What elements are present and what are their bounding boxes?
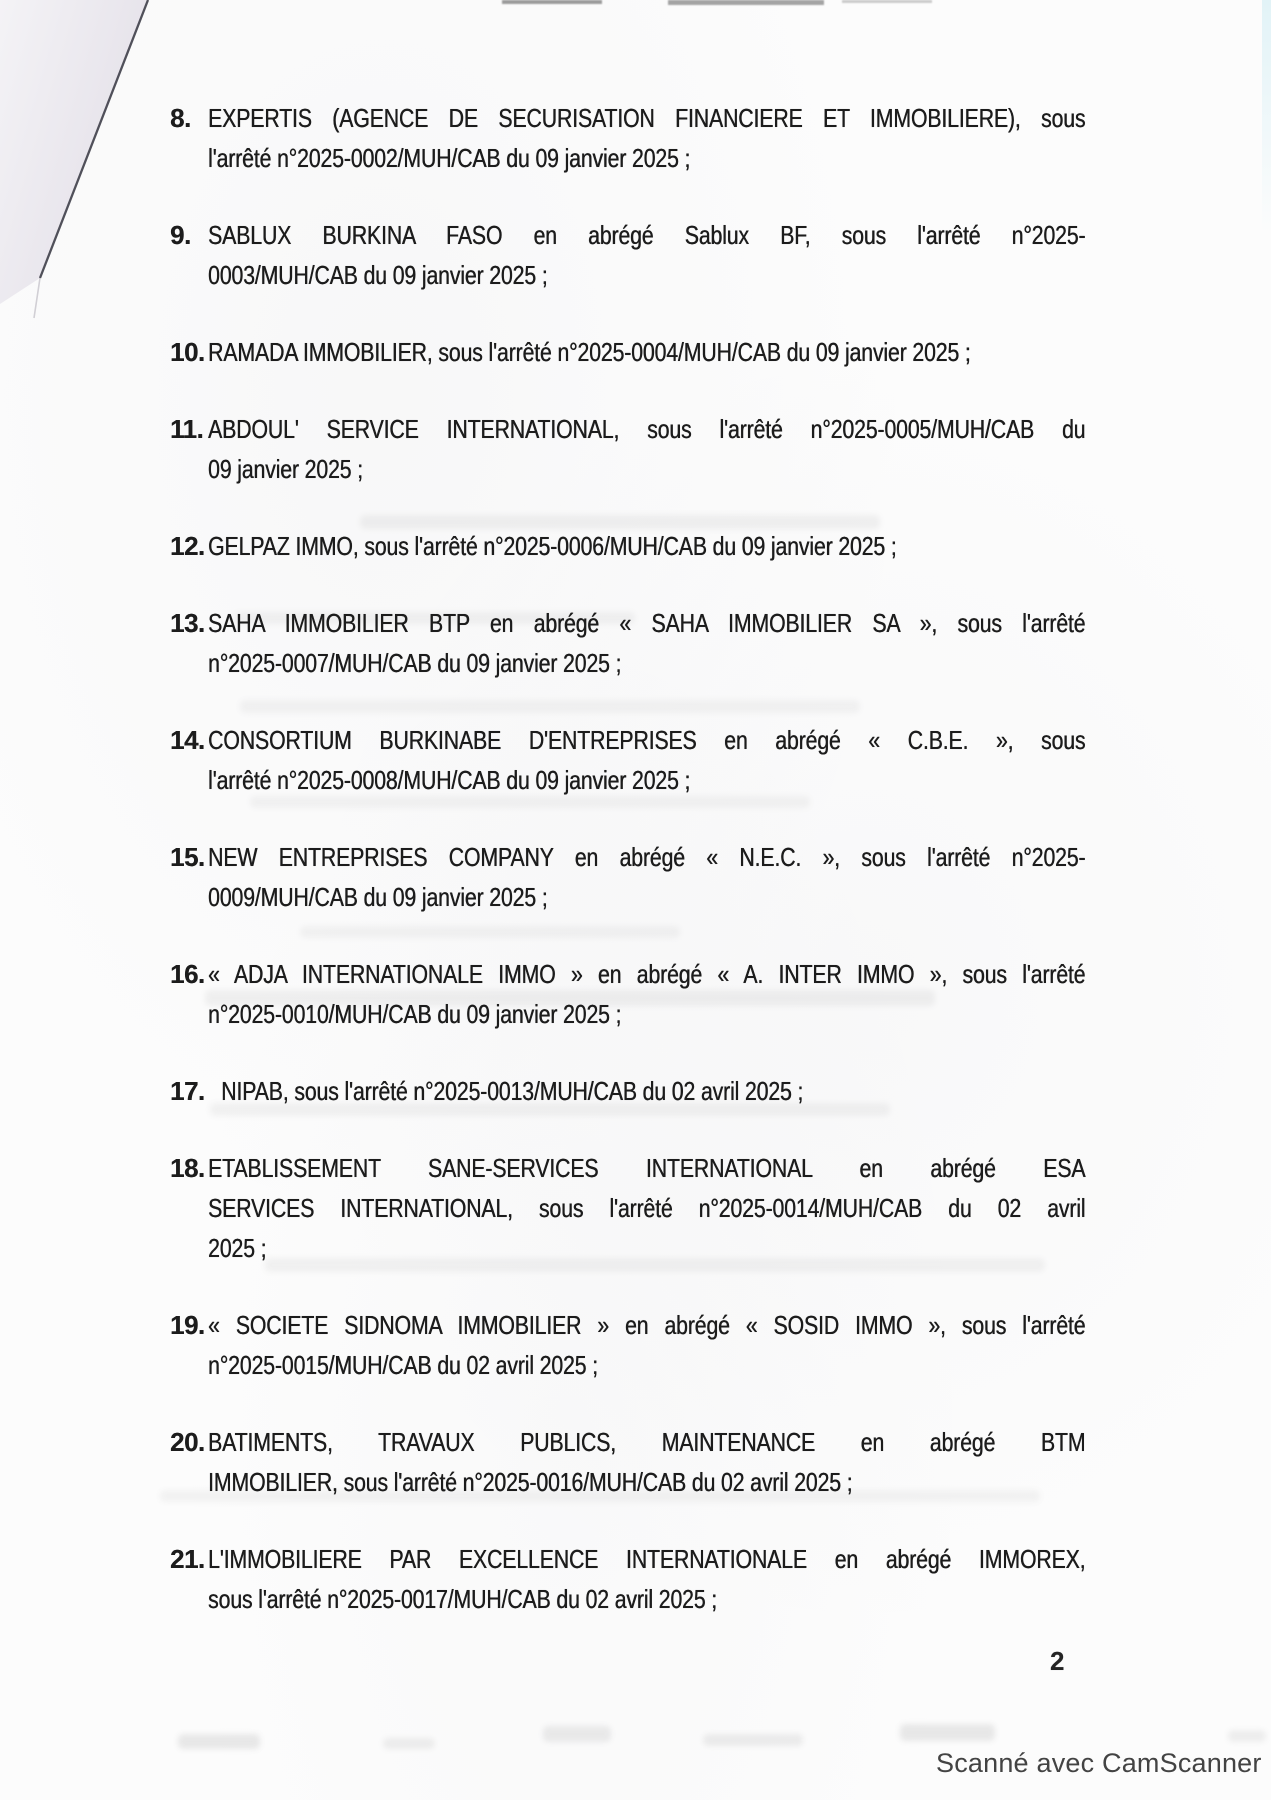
- list-item: [170, 837, 1085, 917]
- list-item-number: 8.: [170, 103, 191, 133]
- list-item-line: « ADJA INTERNATIONALE IMMO » en abrégé « A. INTER IMMO », sous l'arrêté: [208, 959, 1086, 989]
- list-item-line: ABDOUL' SERVICE INTERNATIONAL, sous l'arrêté n°2025-0005/MUH/CAB du: [208, 414, 1086, 444]
- scan-artifact: [178, 1734, 260, 1749]
- list-item-line: ETABLISSEMENT SANE-SERVICES INTERNATIONAL en abrégé ESA: [208, 1153, 1086, 1183]
- scan-artifact: [1228, 1730, 1266, 1742]
- list-item-number: 20.: [170, 1427, 205, 1457]
- scan-artifact: [668, 0, 824, 5]
- list-item-line: n°2025-0010/MUH/CAB du 09 janvier 2025 ;: [208, 999, 622, 1029]
- list-item: [170, 1148, 1085, 1268]
- list-item-line: 0009/MUH/CAB du 09 janvier 2025 ;: [208, 882, 548, 912]
- list-item-number: 19.: [170, 1310, 205, 1340]
- list-item-line: IMMOBILIER, sous l'arrêté n°2025-0016/MUH/CAB du 02 avril 2025 ;: [208, 1467, 853, 1497]
- list-item-number: 18.: [170, 1153, 205, 1183]
- list-item-line: n°2025-0015/MUH/CAB du 02 avril 2025 ;: [208, 1350, 598, 1380]
- list-item: [170, 954, 1085, 1034]
- page-corner-fold: [0, 0, 170, 330]
- list-item-line: l'arrêté n°2025-0008/MUH/CAB du 09 janvier 2025 ;: [208, 765, 691, 795]
- list-item-line: 2025 ;: [208, 1233, 267, 1263]
- list-item-line: 0003/MUH/CAB du 09 janvier 2025 ;: [208, 260, 548, 290]
- list-item-number: 15.: [170, 842, 205, 872]
- scan-artifact: [1262, 0, 1271, 235]
- scanner-credit: Scanné avec CamScanner: [936, 1748, 1262, 1778]
- list-item-line: GELPAZ IMMO, sous l'arrêté n°2025-0006/MUH/CAB du 09 janvier 2025 ;: [208, 531, 897, 561]
- list-item: [170, 1422, 1085, 1502]
- list-item: [170, 98, 1085, 178]
- list-item-number: 17.: [170, 1076, 205, 1106]
- list-item-line: n°2025-0007/MUH/CAB du 09 janvier 2025 ;: [208, 648, 622, 678]
- list-item-line: 09 janvier 2025 ;: [208, 454, 363, 484]
- list-item-number: 14.: [170, 725, 205, 755]
- list-item: [170, 1071, 1085, 1111]
- list-item-number: 21.: [170, 1544, 205, 1574]
- list-item-line: RAMADA IMMOBILIER, sous l'arrêté n°2025-0004/MUH/CAB du 09 janvier 2025 ;: [208, 337, 971, 367]
- list-item-number: 11.: [170, 414, 204, 444]
- scan-artifact: [703, 1734, 803, 1746]
- list-item-line: « SOCIETE SIDNOMA IMMOBILIER » en abrégé « SOSID IMMO », sous l'arrêté: [208, 1310, 1086, 1340]
- list-item: [170, 720, 1085, 800]
- scan-artifact: [502, 0, 602, 4]
- list-item-line: sous l'arrêté n°2025-0017/MUH/CAB du 02 avril 2025 ;: [208, 1584, 717, 1614]
- list-item-line: NIPAB, sous l'arrêté n°2025-0013/MUH/CAB du 02 avril 2025 ;: [221, 1076, 804, 1106]
- list-item: [170, 1539, 1085, 1619]
- list-item: [170, 215, 1085, 295]
- list-item-line: L'IMMOBILIERE PAR EXCELLENCE INTERNATIONALE en abrégé IMMOREX,: [208, 1544, 1086, 1574]
- list-item-line: NEW ENTREPRISES COMPANY en abrégé « N.E.C. », sous l'arrêté n°2025-: [208, 842, 1086, 872]
- scan-artifact: [900, 1724, 995, 1741]
- list-item-number: 9.: [170, 220, 191, 250]
- decree-list: [170, 98, 1085, 1656]
- list-item-number: 10.: [170, 337, 205, 367]
- list-item-line: SAHA IMMOBILIER BTP en abrégé « SAHA IMMOBILIER SA », sous l'arrêté: [208, 608, 1086, 638]
- list-item: [170, 603, 1085, 683]
- list-item: [170, 1305, 1085, 1385]
- list-item-line: SABLUX BURKINA FASO en abrégé Sablux BF, sous l'arrêté n°2025-: [208, 220, 1086, 250]
- list-item-number: 12.: [170, 531, 205, 561]
- scan-artifact: [842, 0, 932, 3]
- scan-artifact: [543, 1726, 611, 1742]
- list-item-line: BATIMENTS, TRAVAUX PUBLICS, MAINTENANCE en abrégé BTM: [208, 1427, 1086, 1457]
- list-item-number: 16.: [170, 959, 205, 989]
- list-item-line: CONSORTIUM BURKINABE D'ENTREPRISES en abrégé « C.B.E. », sous: [208, 725, 1086, 755]
- list-item: [170, 526, 1085, 566]
- list-item: [170, 409, 1085, 489]
- scan-artifact: [383, 1738, 435, 1749]
- list-item-number: 13.: [170, 608, 205, 638]
- list-item-line: EXPERTIS (AGENCE DE SECURISATION FINANCIERE ET IMMOBILIERE), sous: [208, 103, 1086, 133]
- list-item-line: SERVICES INTERNATIONAL, sous l'arrêté n°2025-0014/MUH/CAB du 02 avril: [208, 1193, 1086, 1223]
- list-item-line: l'arrêté n°2025-0002/MUH/CAB du 09 janvier 2025 ;: [208, 143, 691, 173]
- list-item: [170, 332, 1085, 372]
- page-number: 2: [1050, 1646, 1065, 1676]
